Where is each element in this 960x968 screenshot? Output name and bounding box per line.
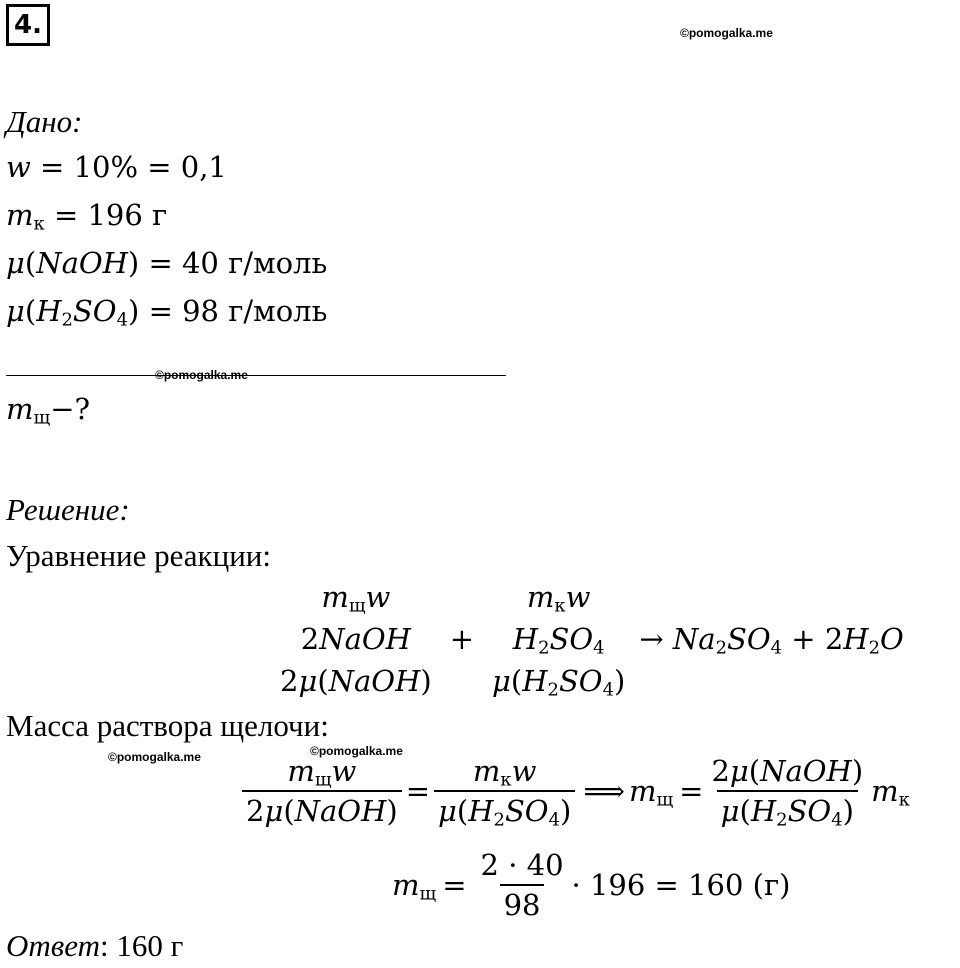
answer-label: Ответ xyxy=(6,928,100,963)
given-mk-value: = 196 г xyxy=(53,198,168,232)
naoh-column: $m_щw$ 2NaOH 2μ(NaOH) xyxy=(280,580,432,698)
reaction-products: → $Na_2SO_4 + 2H_2O$ xyxy=(639,622,904,659)
fraction-alkali: $\frac{m_щw}{\text{2μ(NaOH)}}$ xyxy=(242,754,402,828)
h2so4-column: $m_кw$ $H_2SO_4$ $\mu(H_2SO_4)$ xyxy=(492,580,626,701)
given-mu-naoh-value: = 40 г/моль xyxy=(148,246,328,280)
given-mu-h2so4-value: = 98 г/моль xyxy=(148,294,328,328)
fraction-acid: $\frac{m_кw}{\mu(H_2SO_4)}$ xyxy=(434,754,575,828)
given-divider xyxy=(6,375,506,376)
answer-value: : 160 г xyxy=(99,928,184,963)
reaction-arrow: → xyxy=(639,622,664,656)
find-line: $m_щ-$? xyxy=(6,392,91,429)
given-w: w = 10% = 0,1 xyxy=(6,150,227,184)
fraction-numeric xyxy=(477,848,568,922)
reaction-equation xyxy=(280,576,904,702)
answer-line xyxy=(6,928,183,964)
plus-sign: + xyxy=(449,622,475,656)
proportion-equation: $\frac{m_щw}{\text{2μ(NaOH)}}$ = $\frac{m_кw}{\mu(H_2SO_4)}$ ⟹ $m_щ$ = $\frac{\text{2μ(NaOH)}}{\mu(H_2SO_4)}$ $m_к$ xyxy=(238,754,910,828)
calc-result: · 196 = 160 (г) xyxy=(571,868,791,902)
watermark-top: ©pomogalka.me xyxy=(680,26,773,40)
solution-heading: Решение: xyxy=(6,492,130,527)
problem-number: 4. xyxy=(6,4,50,46)
find-suffix: −? xyxy=(50,392,91,426)
watermark-low-1: ©pomogalka.me xyxy=(108,750,201,764)
given-mu-h2so4: $\mu(H_2SO_4) = 98$ г/моль xyxy=(6,294,328,331)
calc-denominator: 98 xyxy=(500,884,545,922)
watermark-low-2: ©pomogalka.me xyxy=(310,744,403,758)
given-mk: $m_к = 196$ г xyxy=(6,198,168,235)
given-w-value: = 10% = 0,1 xyxy=(40,150,227,184)
watermark-mid: ©pomogalka.me xyxy=(155,368,248,382)
calc-numerator: 2 · 40 xyxy=(480,848,564,882)
calculation: $m_щ$ = $\frac{2 \cdot 40}{98}$ · 196 = 160 (г) xyxy=(392,848,791,922)
given-heading: Дано: xyxy=(6,104,83,139)
mass-label: Масса раствора щелочи: xyxy=(6,708,329,743)
given-mu-naoh: μ(NaOH) = 40 г/моль xyxy=(6,246,328,280)
reaction-label: Уравнение реакции: xyxy=(6,538,271,573)
fraction-ratio: $\frac{\text{2μ(NaOH)}}{\mu(H_2SO_4)}$ xyxy=(711,754,864,831)
